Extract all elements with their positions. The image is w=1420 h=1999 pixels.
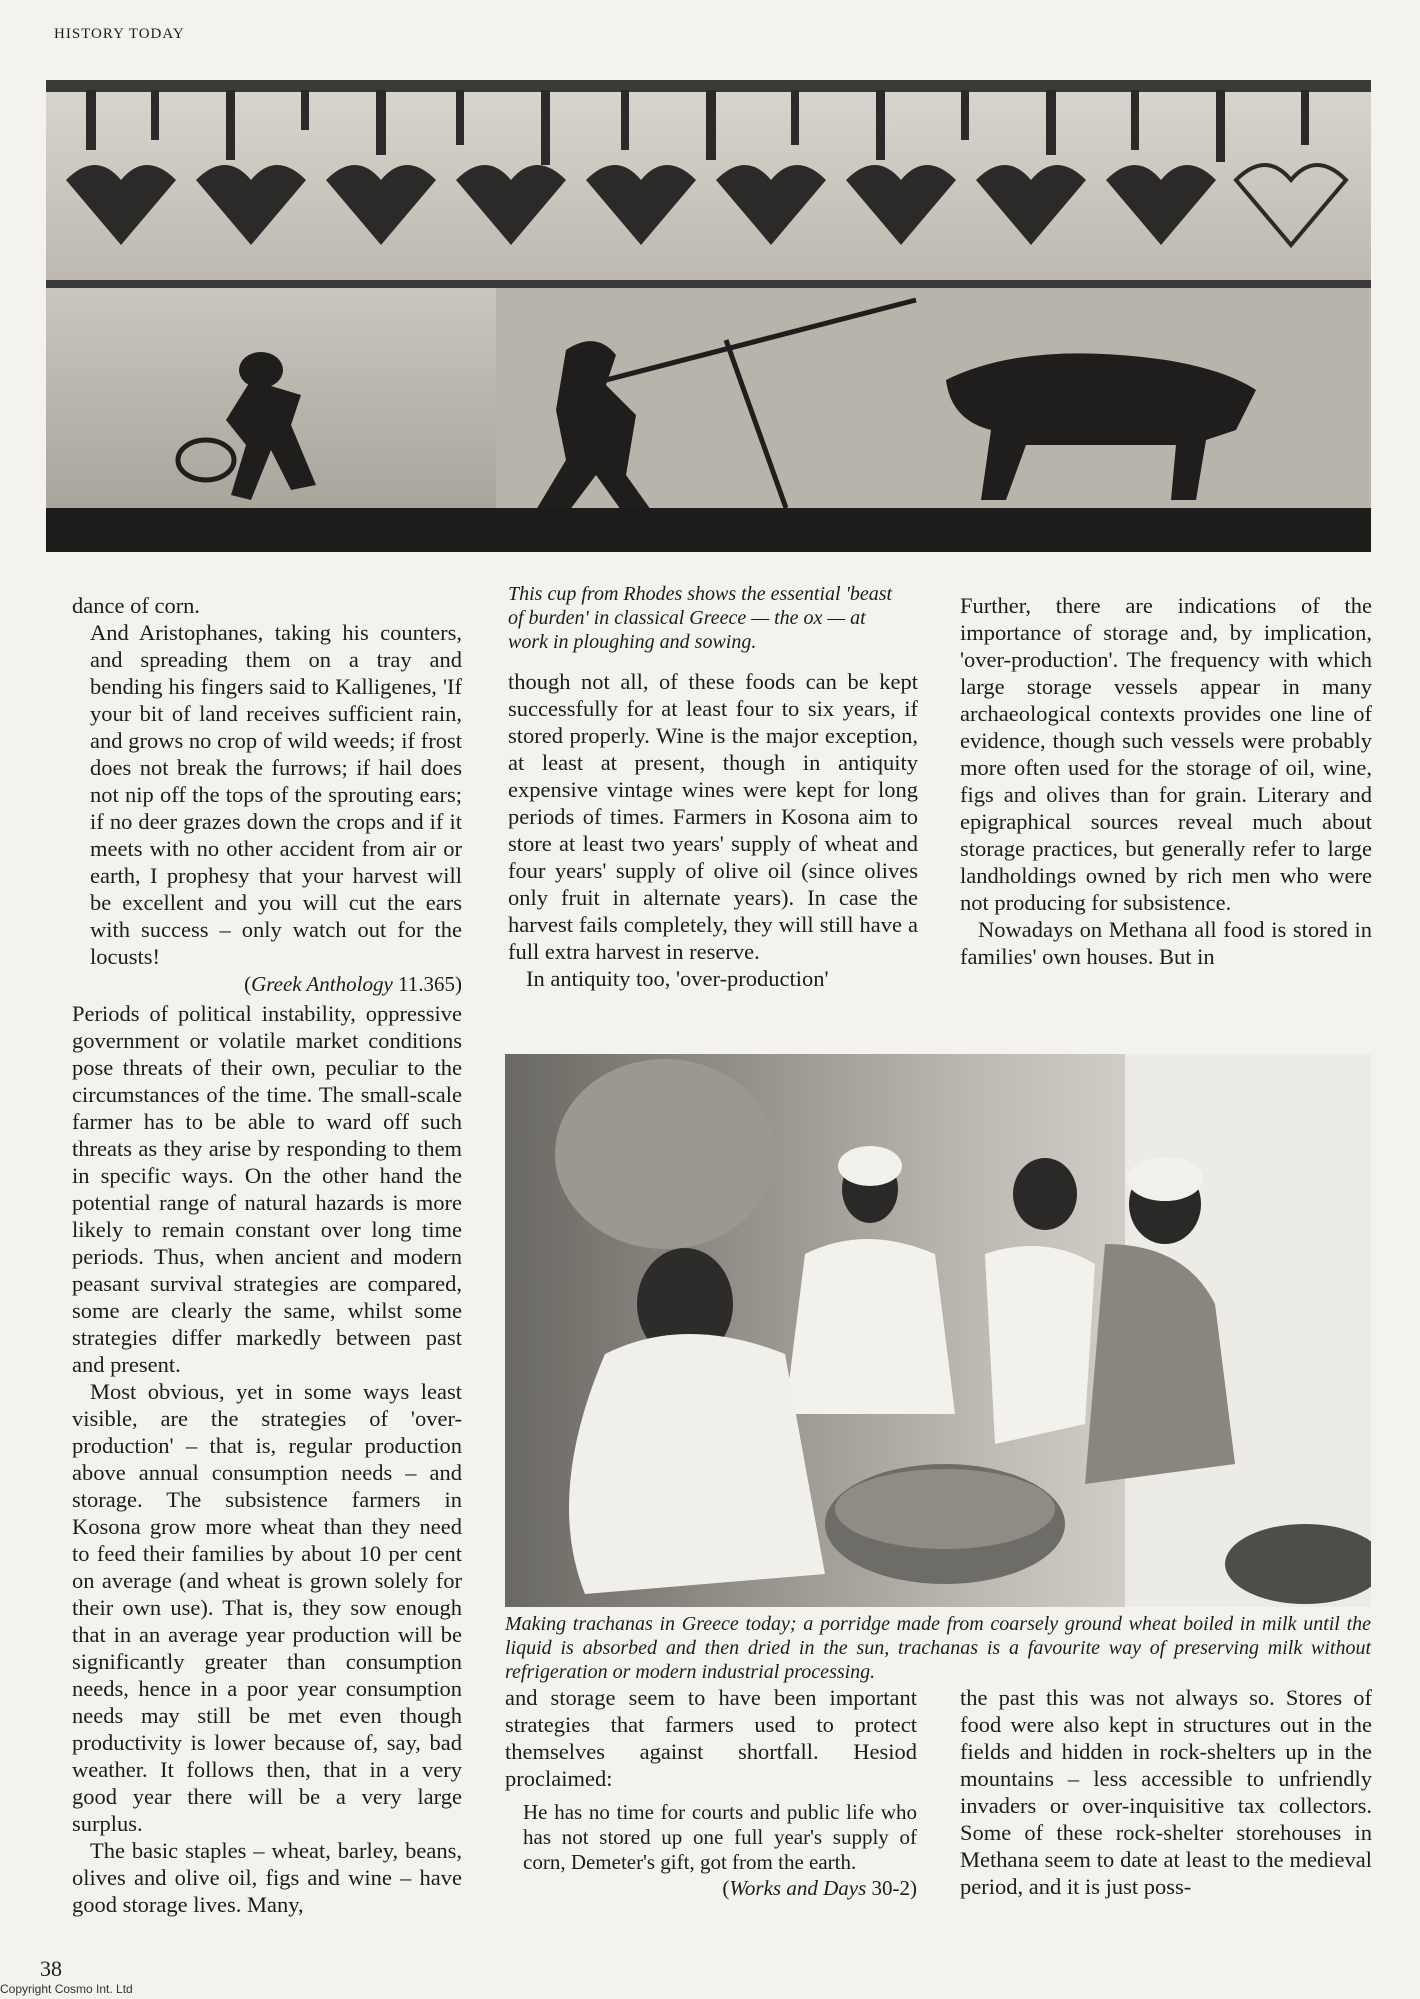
column-3-top: [960, 592, 1372, 970]
col3-paragraph: the past this was not always so. Stores of food were also kept in structures out in the fields and hidden in rock-shelters up in the mountains – less accessible to unfriendly invaders or over-inquisitive tax collectors. Some of these rock-shelter storehouses in Methana seem to date at least to the medieval period, and it is just poss-: [960, 1685, 1372, 1899]
cite-ref: 30-2): [866, 1876, 917, 1900]
col1-paragraph: Most obvious, yet in some ways least visible, are the strategies of 'over-production' – that is, regular production above annual consumption needs – and storage. The subsistence farmers in Kosona grow more wheat than they need to feed their families by about 10 per cent on average (and wheat is grown solely for their own use). That is, they sow enough that in an average year production will be significantly greater than consumption needs, hence in a poor year consumption needs may still be met even though productivity is lower because of, say, bad weather. It follows then, that in a very good year there will be a very large surplus.: [72, 1379, 462, 1836]
trachanas-illustration: [505, 1054, 1371, 1607]
column-2-bottom: [505, 1684, 917, 1901]
col1-paragraph: dance of corn.: [72, 593, 201, 618]
trachanas-caption: Making trachanas in Greece today; a porridge made from coarsely ground wheat boiled in milk until the liquid is absorbed and then dried in the sun, trachanas is a favourite way of preserving milk without refrigeration or modern industrial processing.: [505, 1613, 1371, 1683]
cite-title: Works and Days: [729, 1876, 867, 1900]
quote-citation: (Greek Anthology 11.365): [244, 972, 462, 996]
hesiod-quote: [505, 1800, 917, 1901]
aristophanes-quote: [72, 619, 462, 998]
col3-paragraph: Further, there are indications of the importance of storage and, by implication, 'over-production'. The frequency with which large storage vessels appear in many archaeological contexts provides one line of evidence, though such vessels were probably more often used for the storage of oil, wine, figs and olives than for grain. Literary and epigraphical sources reveal much about storage practices, but generally refer to large landholdings owned by rich men who were not producing for subsistence.: [960, 593, 1372, 915]
frieze-illustration: [46, 80, 1371, 552]
col2-paragraph: In antiquity too, 'over-production': [526, 966, 829, 991]
col1-paragraph: The basic staples – wheat, barley, beans, olives and olive oil, figs and wine – have good storage lives. Many,: [72, 1838, 462, 1917]
quote-text: He has no time for courts and public life who has not stored up one full year's supply of corn, Demeter's gift, got from the earth.: [523, 1800, 917, 1874]
page-number: 38: [40, 1956, 62, 1981]
rhodes-cup-photo: [46, 80, 1371, 552]
rhodes-cup-caption: This cup from Rhodes shows the essential 'beast of burden' in classical Greece — the ox — at work in ploughing and sowing.: [508, 583, 893, 653]
column-2-top: [508, 668, 918, 992]
col2-paragraph: though not all, of these foods can be kept successfully for at least four to six years, if stored properly. Wine is the major exception, at least at present, though in antiquity expensive vintage wines were kept for long periods of times. Farmers in Kosona aim to store at least two years' supply of wheat and four years' supply of olive oil (since olives only fruit in alternate years). In case the harvest fails completely, they will still have a full extra harvest in reserve.: [508, 669, 918, 964]
column-3-bottom: [960, 1684, 1372, 1900]
trachanas-photo: [505, 1054, 1371, 1607]
quote-text: And Aristophanes, taking his counters, and spreading them on a tray and bending his fingers said to Kalligenes, 'If your bit of land receives sufficient rain, and grows no crop of wild weeds; if frost does not break the furrows; if hail does not nip off the tops of the sprouting ears; if no deer grazes down the crops and if it meets with no other accident from air or earth, I prophesy that your harvest will be excellent and you will cut the ears with success – only watch out for the locusts!: [90, 620, 462, 969]
copyright-notice: Copyright Cosmo Int. Ltd: [0, 1982, 133, 1996]
column-1: [72, 592, 462, 1918]
quote-citation: (Works and Days 30-2): [722, 1876, 917, 1900]
col2-paragraph: and storage seem to have been important strategies that farmers used to protect themselves against shortfall. Hesiod proclaimed:: [505, 1685, 917, 1791]
cite-title: Greek Anthology: [251, 972, 393, 996]
col1-paragraph: Periods of political instability, oppressive government or volatile market conditions pose threats of their own, peculiar to the circumstances of the time. The small-scale farmer has to be able to ward off such threats as they arise by responding to them in specific ways. On the other hand the potential range of natural hazards is more likely to remain constant over long time periods. Thus, when ancient and modern peasant survival strategies are compared, some are clearly the same, whilst some strategies differ markedly between past and present.: [72, 1001, 462, 1377]
running-head: HISTORY TODAY: [54, 26, 185, 42]
cite-ref: 11.365): [392, 972, 462, 996]
col3-paragraph: Nowadays on Methana all food is stored in families' own houses. But in: [960, 917, 1372, 969]
